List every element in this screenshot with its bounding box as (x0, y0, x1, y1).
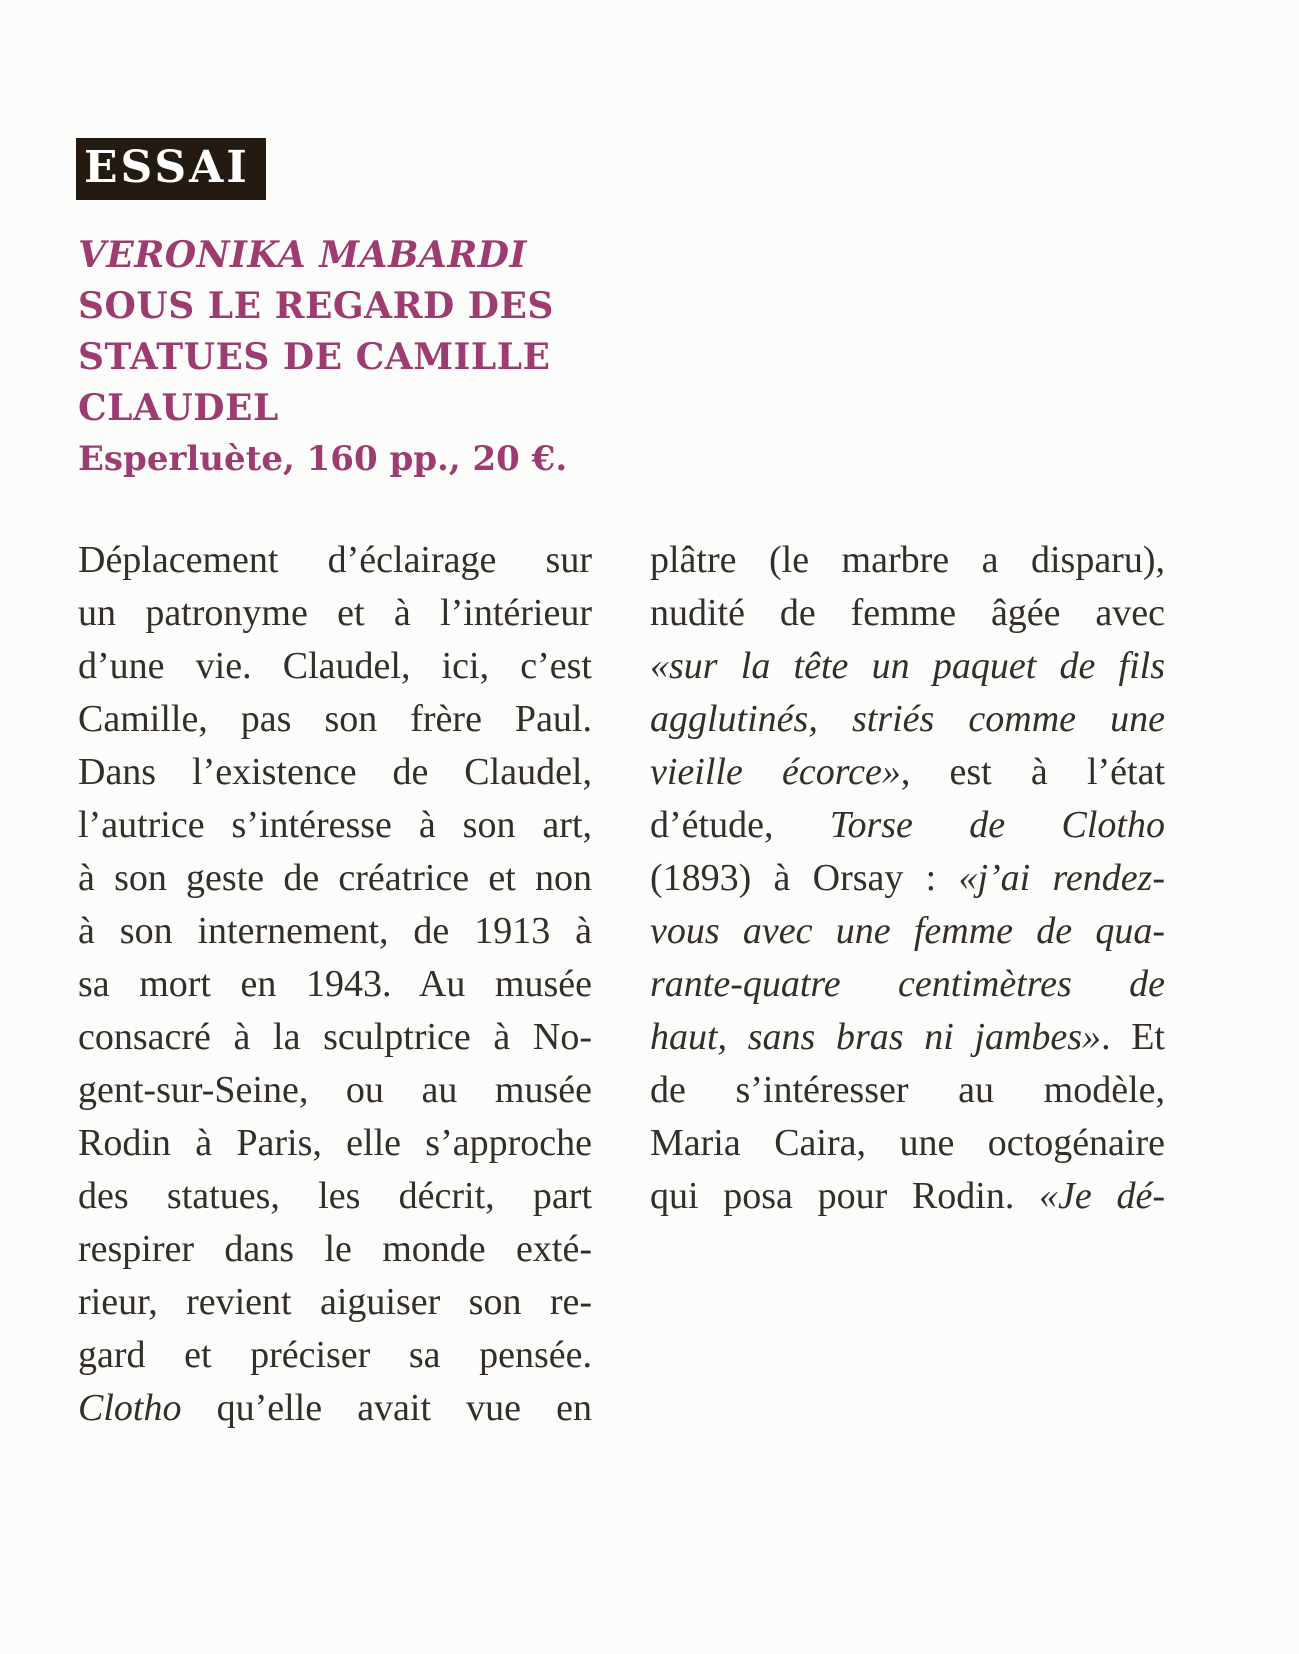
text-line (78, 1223, 592, 1276)
text-line (650, 693, 1165, 746)
text-line (78, 1011, 592, 1064)
book-header (78, 230, 638, 485)
text-line (78, 1329, 592, 1382)
text-line (78, 852, 592, 905)
italic-text-segment: vous avec une femme de qua- (650, 910, 1165, 952)
text-segment: , est à l’état (900, 751, 1165, 793)
text-segment: Camille, pas son frère Paul. (78, 698, 592, 740)
text-line (650, 1117, 1165, 1170)
kicker-label: ESSAI (84, 142, 250, 193)
text-line (650, 958, 1165, 1011)
text-segment: à son internement, de 1913 à (78, 910, 592, 952)
article-column-left (78, 534, 592, 1435)
text-line (650, 746, 1165, 799)
text-segment: Maria Caira, une octogénaire (650, 1122, 1165, 1164)
book-title-line: STATUES DE CAMILLE (78, 336, 551, 378)
italic-text-segment: rante-quatre centimètres de (650, 963, 1165, 1005)
text-line (650, 799, 1165, 852)
text-line (78, 1382, 592, 1435)
text-line (78, 640, 592, 693)
text-segment: de s’intéresser au modèle, (650, 1069, 1165, 1111)
text-segment: d’étude, (650, 804, 830, 846)
text-line (650, 534, 1165, 587)
text-segment: Déplacement d’éclairage sur (78, 539, 592, 581)
text-line (78, 534, 592, 587)
text-segment: d’une vie. Claudel, ici, c’est (78, 645, 592, 687)
text-line (650, 587, 1165, 640)
italic-text-segment: «Je dé- (1039, 1175, 1165, 1217)
article-column-right (650, 534, 1165, 1435)
text-segment: qui posa pour Rodin. (650, 1175, 1040, 1217)
text-segment: nudité de femme âgée avec (650, 592, 1165, 634)
text-line (650, 905, 1165, 958)
text-line (650, 852, 1165, 905)
text-segment: . Et (1101, 1016, 1165, 1058)
text-segment: (1893) à Orsay : (650, 857, 959, 899)
italic-text-segment: «sur la tête un paquet de fils (650, 645, 1165, 687)
text-segment: sa mort en 1943. Au musée (78, 963, 592, 1005)
text-line (78, 587, 592, 640)
text-line (78, 905, 592, 958)
text-line (78, 958, 592, 1011)
text-line (78, 1276, 592, 1329)
text-segment: gard et préciser sa pensée. (78, 1334, 592, 1376)
text-segment: consacré à la sculptrice à No- (78, 1016, 592, 1058)
text-line (78, 799, 592, 852)
text-line (650, 1064, 1165, 1117)
article-body (78, 534, 1165, 1435)
text-segment: plâtre (le marbre a disparu), (650, 539, 1165, 581)
text-line (650, 640, 1165, 693)
italic-text-segment: vieille écorce» (650, 751, 901, 793)
text-line (78, 693, 592, 746)
text-line (78, 746, 592, 799)
text-segment: gent-sur-Seine, ou au musée (78, 1069, 592, 1111)
book-author: VERONIKA MABARDI (78, 234, 527, 276)
kicker-badge (76, 138, 266, 200)
italic-text-segment: Torse de Clotho (829, 804, 1165, 846)
text-segment: rieur, revient aiguiser son re- (78, 1281, 592, 1323)
text-segment: des statues, les décrit, part (78, 1175, 592, 1217)
italic-text-segment: Clotho (78, 1387, 182, 1429)
text-line (78, 1117, 592, 1170)
italic-text-segment: agglutinés, striés comme une (650, 698, 1165, 740)
text-line (78, 1064, 592, 1117)
italic-text-segment: haut, sans bras ni jambes» (650, 1016, 1102, 1058)
text-line (78, 1170, 592, 1223)
text-segment: qu’elle avait vue en (181, 1387, 592, 1429)
book-title-line: SOUS LE REGARD DES (78, 285, 554, 327)
book-title-line: CLAUDEL (78, 387, 279, 429)
text-segment: l’autrice s’intéresse à son art, (78, 804, 592, 846)
text-line (650, 1170, 1165, 1223)
book-publisher: Esperluète, 160 pp., 20 €. (78, 439, 568, 479)
text-segment: un patronyme et à l’intérieur (78, 592, 592, 634)
text-segment: Rodin à Paris, elle s’approche (78, 1122, 592, 1164)
italic-text-segment: «j’ai rendez- (958, 857, 1165, 899)
text-segment: Dans l’existence de Claudel, (78, 751, 592, 793)
text-segment: à son geste de créatrice et non (78, 857, 592, 899)
text-segment: respirer dans le monde exté- (78, 1228, 592, 1270)
text-line (650, 1011, 1165, 1064)
